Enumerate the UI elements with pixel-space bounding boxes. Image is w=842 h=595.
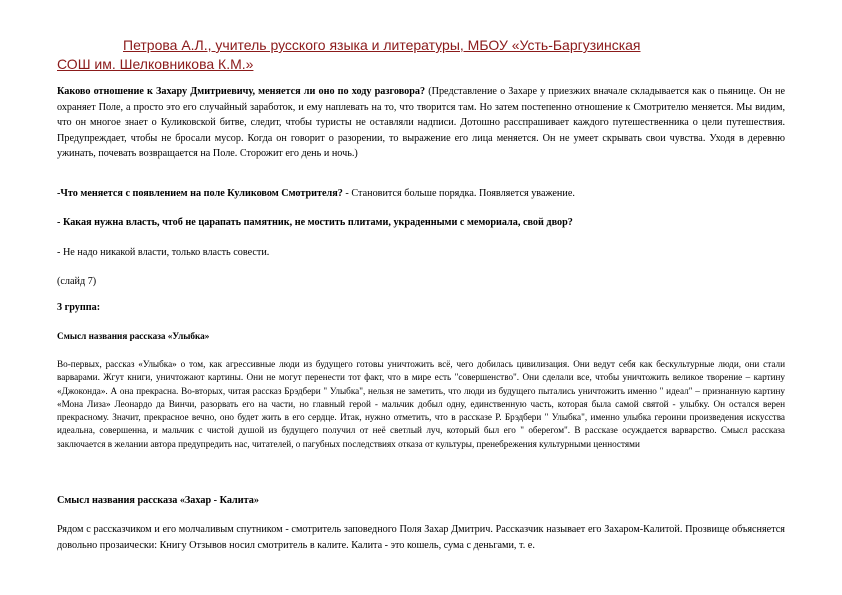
header-line-2: СОШ им. Шелковникова К.М.» — [57, 56, 254, 72]
section-2-text: Рядом с рассказчиком и его молчаливым спутником - смотритель заповедного Поля Захар Дмитрич. Рассказчик называет его Захаром-Калитой. Прозвище объясняется довольно прозаически: Книгу Отзывов носил смотритель в калите. Калита - это кошель, сума с деньгами, т. е. — [57, 524, 785, 551]
question-3: - Какая нужна власть, чтоб не царапать памятник, не мостить плитами, украденными с мемориала, свой двор? — [57, 217, 573, 228]
header-line-1: Петрова А.Л., учитель русского языка и литературы, МБОУ «Усть-Баргузинская — [123, 37, 641, 53]
slide-note: (слайд 7) — [57, 276, 97, 287]
author-header — [57, 36, 797, 74]
answer-2: - Становится больше порядка. Появляется уважение. — [342, 188, 575, 199]
question-2-paragraph — [57, 186, 785, 202]
section-2-title: Смысл названия рассказа «Захар - Калита» — [57, 495, 259, 506]
question-1: Каково отношение к Захару Дмитриевичу, меняется ли оно по ходу разговора? — [57, 86, 426, 97]
group-label: 3 группа: — [57, 302, 101, 313]
question-1-paragraph — [57, 84, 785, 162]
answer-3: - Не надо никакой власти, только власть совести. — [57, 247, 270, 258]
question-2: -Что меняется с появлением на поле Куликовом Смотрителя? — [57, 188, 343, 199]
answer-1: (Представление о Захаре у приезжих вначале складывается как о пьянице. Он не охраняет Поле, а просто это его случайный заработок, и ему наплевать на то, что творится там. Но затем постепенно отношение к Смотрителю меняется. Мы видим, что он многое знает о Куликовской битве, следит, чтобы туристы не оставляли надписи. Дотошно расспрашивает каждого путешественника о цели путешествия. Предупреждает, чтобы не бросали мусор. Когда он говорит о разорении, то выражение его лица меняется. Он не умеет скрывать свои чувства. Уходя в деревню ужинать, почевать возвращается на Поле. Сторожит его день и ночь.) — [57, 86, 785, 159]
section-1-text: Во-первых, рассказ «Улыбка» о том, как агрессивные люди из будущего готовы уничтожить всё, чего добилась цивилизация. Они ведут себя как бескультурные люди, они стали варварами. Жгут книги, уничтожают картины. Они не могут перенести тот факт, что в мире есть "совершенство". Они сделали все, чтобы уничтожить великое творение – картину «Джоконда». А она прекрасна. Во-вторых, читая рассказ Брэдбери " Улыбка", нельзя не заметить, что люди из будущего пытались уничтожить именно " идеал" – признанную картину «Мона Лиза» Леонардо да Винчи, разорвать его на части, но главный герой - мальчик добыл одну, единственную часть, которая была самой святой - улыбку. Он остался верен прекрасному. Значит, прекрасное вечно, оно будет жить в его сердце. Итак, нужно отметить, что в рассказе Р. Брэдбери " Улыбка", именно улыбка героини произведения искусства идеальна, совершенна, и мальчик с чистой душой из будущего получил от неё светлый луч, который был его " оберегом". В рассказе осуждается варварство. Смысл рассказа заключается в желании автора предупредить нас, читателей, о пагубных последствиях отказа от культуры, пренебрежения культурными ценностями — [57, 359, 785, 449]
section-1-title: Смысл названия рассказа «Улыбка» — [57, 331, 210, 341]
